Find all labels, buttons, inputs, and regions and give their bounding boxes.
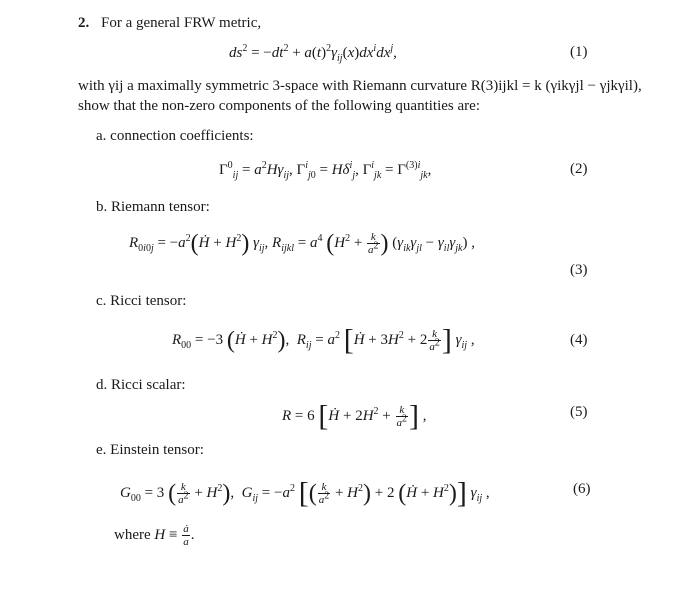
where-label: where	[114, 526, 151, 543]
part-a-label: a. connection coefficients:	[96, 128, 254, 144]
equation-6: $G_{00} = 3$ ( $\frac{k}{a^2}$ + $H^2$), $G_{ij} = -a^2$ [( $\frac{k}{a^2}$ + $H^2) + 2$ (Ḣ + $H^2$)] $\gamma_{ij}$ ,	[120, 476, 490, 510]
show-statement: show that the non-zero components of the following quantities are:	[78, 98, 480, 114]
problem-intro: For a general FRW metric,	[101, 15, 262, 31]
equation-3-tag: (3)	[570, 262, 588, 278]
equation-3: $R_{0i0j}$ = $-a^2(Ḣ + H^2)$ $\gamma_{ij}$, $R_{ijkl} = a^4$ ($H^2$ + $\frac{k}{a^2}$ ) $(\gamma_{ik}\gamma_{jl} - \gamma_{il}\gamma_{jk})$ ,	[129, 230, 475, 257]
problem-header	[78, 14, 261, 32]
part-c-label: c. Ricci tensor:	[96, 293, 187, 309]
equation-2: $\Gamma^0_{ij} = a^2H\gamma_{ij}$, $\Gamma^i_{j0} = H\delta^i_j$, $\Gamma^i_{jk} = \Gamma^{(3)i}_{jk}$,	[219, 160, 432, 181]
equation-1: $ds^2 = -dt^2 + a(t)^2\gamma_{ij}(x)dx^idx^j$,	[229, 43, 397, 64]
definition-h: where H ≡ $\frac{ȧ}{a}$ .	[114, 523, 195, 548]
curvature-statement: with γij a maximally symmetric 3-space with Riemann curvature R(3)ijkl = k (γikγjl − γjkγil),	[78, 78, 642, 94]
equation-6-tag: (6)	[573, 481, 591, 497]
equation-4: $R_{00} = -3$ (Ḣ + $H^2$), $R_{ij} = a^2$ [Ḣ + $3H^2 + 2$ $\frac{k}{a^2}$ ] $\gamma_{ij}$ ,	[172, 323, 475, 357]
part-e-label: e. Einstein tensor:	[96, 442, 204, 458]
equation-2-tag: (2)	[570, 161, 588, 177]
part-b-label: b. Riemann tensor:	[96, 199, 210, 215]
part-d-label: d. Ricci scalar:	[96, 377, 186, 393]
equation-5-tag: (5)	[570, 404, 588, 420]
problem-number: 2.	[78, 15, 90, 31]
equation-4-tag: (4)	[570, 332, 588, 348]
equation-5: R = 6 [Ḣ + $2H^2$ + $\frac{k}{a^2}$ ] ,	[282, 399, 427, 433]
equation-1-tag: (1)	[570, 44, 588, 60]
